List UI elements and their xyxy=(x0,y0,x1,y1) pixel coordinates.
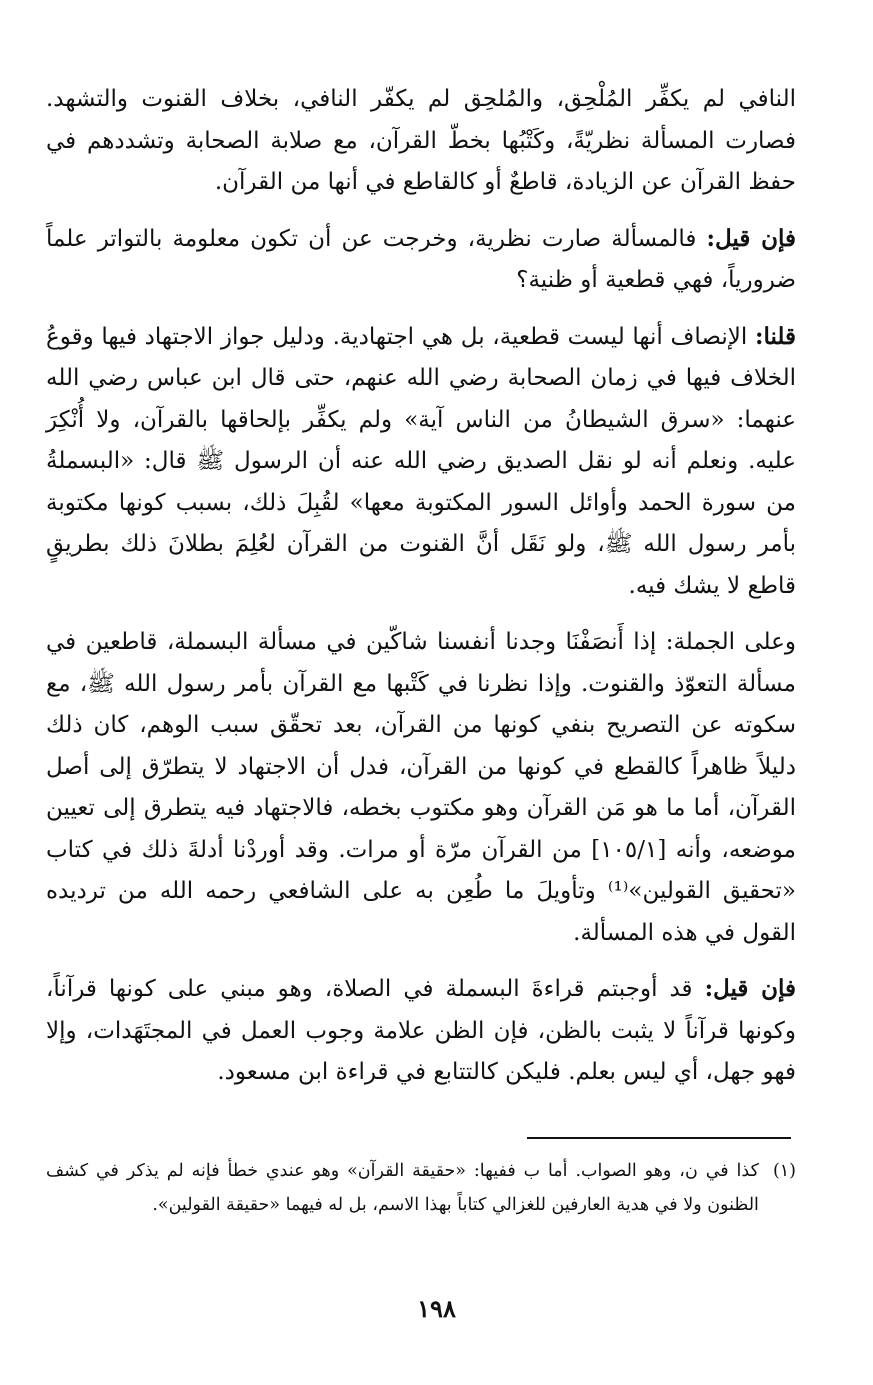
paragraph-4 xyxy=(46,621,796,954)
paragraph-text: الإنصاف أنها ليست قطعية، بل هي اجتهادية. ودليل جواز الاجتهاد فيها وقوعُ الخلاف فيها في زمان الصحابة رضي الله عنهم، حتى قال ابن عباس رضي الله عنهما: «سرق الشيطانُ من الناس آية» ولم يكفِّر بإلحاقها بالقرآن، ولا أُنْكِرَ عليه. ونعلم أنه لو نقل الصديق رضي الله عنه أن الرسول ﷺ قال: «البسملةُ من سورة الحمد وأوائل السور المكتوبة معها» لقُبِلَ ذلك، بسبب كونها مكتوبة بأمر رسول الله ﷺ، ولو نَقَل أنَّ القنوت من القرآن لعُلِمَ بطلانَ ذلك بطريقٍ قاطع لا يشك فيه. xyxy=(46,323,796,599)
paragraph-text: وعلى الجملة: إذا أَنصَفْنَا وجدنا أنفسنا شاكّين في مسألة البسملة، قاطعين في مسألة التعوّذ والقنوت. وإذا نظرنا في كَتْبها مع القرآن بأمر رسول الله ﷺ، مع سكوته عن التصريح بنفي كونها من القرآن، بعد تحقّق سبب الوهم، كان ذلك دليلاً ظاهراً كالقطع في كونها من القرآن، فدل أن الاجتهاد لا يتطرّق إلى أصل القرآن، أما ما هو مَن القرآن وهو مكتوب بخطه، فالاجتهاد فيه يتطرق إلى تعيين موضعه، وأنه [١٠٥/١] من القرآن مرّة أو مرات. وقد أوردْنا أدلةَ ذلك في كتاب «تحقيق القولين»⁽¹⁾ وتأويلَ ما طُعِن به على الشافعي رحمه الله من ترديده القول في هذه المسألة. xyxy=(46,629,796,946)
paragraph-text: قد أوجبتم قراءةَ البسملة في الصلاة، وهو مبني على كونها قرآناً، وكونها قرآناً لا يثبت بالظن، فإن الظن علامة وجوب العمل في المجتَهَدات، وإلا فهو جهل، أي ليس بعلم. فليكن كالتتابع في قراءة ابن مسعود. xyxy=(46,976,796,1085)
paragraph-text: فالمسألة صارت نظرية، وخرجت عن أن تكون معلومة بالتواتر علماً ضرورياً، فهي قطعية أو ظنية؟ xyxy=(46,225,796,293)
paragraph-5 xyxy=(46,968,796,1094)
page-number: ١٩٨ xyxy=(417,1294,456,1323)
paragraph-2 xyxy=(46,218,796,302)
paragraph-1 xyxy=(46,78,796,204)
paragraph-lead: فإن قيل: xyxy=(706,224,796,252)
footnote xyxy=(46,1154,796,1222)
paragraph-lead: قلنا: xyxy=(754,322,797,350)
paragraph-3 xyxy=(46,316,796,608)
footnote-number: (١) xyxy=(772,1161,796,1181)
footnote-text: كذا في ن، وهو الصواب. أما ب ففيها: «حقيقة القرآن» وهو عندي خطأ فإنه لم يذكر في كشف الظنون ولا في هدية العارفين للغزالي كتاباً بهذا الاسم، بل له فيهما «حقيقة القولين». xyxy=(46,1161,759,1215)
footnote-separator xyxy=(527,1137,791,1139)
paragraph-lead: فإن قيل: xyxy=(704,975,797,1002)
paragraph-text: النافي لم يكفِّر المُلْحِق، والمُلحِق لم يكفّر النافي، بخلاف القنوت والتشهد. فصارت المسألة نظريّةً، وكَتْبُها بخطّ القرآن، مع صلابة الصحابة وتشددهم في حفظ القرآن عن الزيادة، قاطعٌ أو كالقاطع في أنها من القرآن. xyxy=(46,86,796,195)
main-text xyxy=(46,78,796,1108)
